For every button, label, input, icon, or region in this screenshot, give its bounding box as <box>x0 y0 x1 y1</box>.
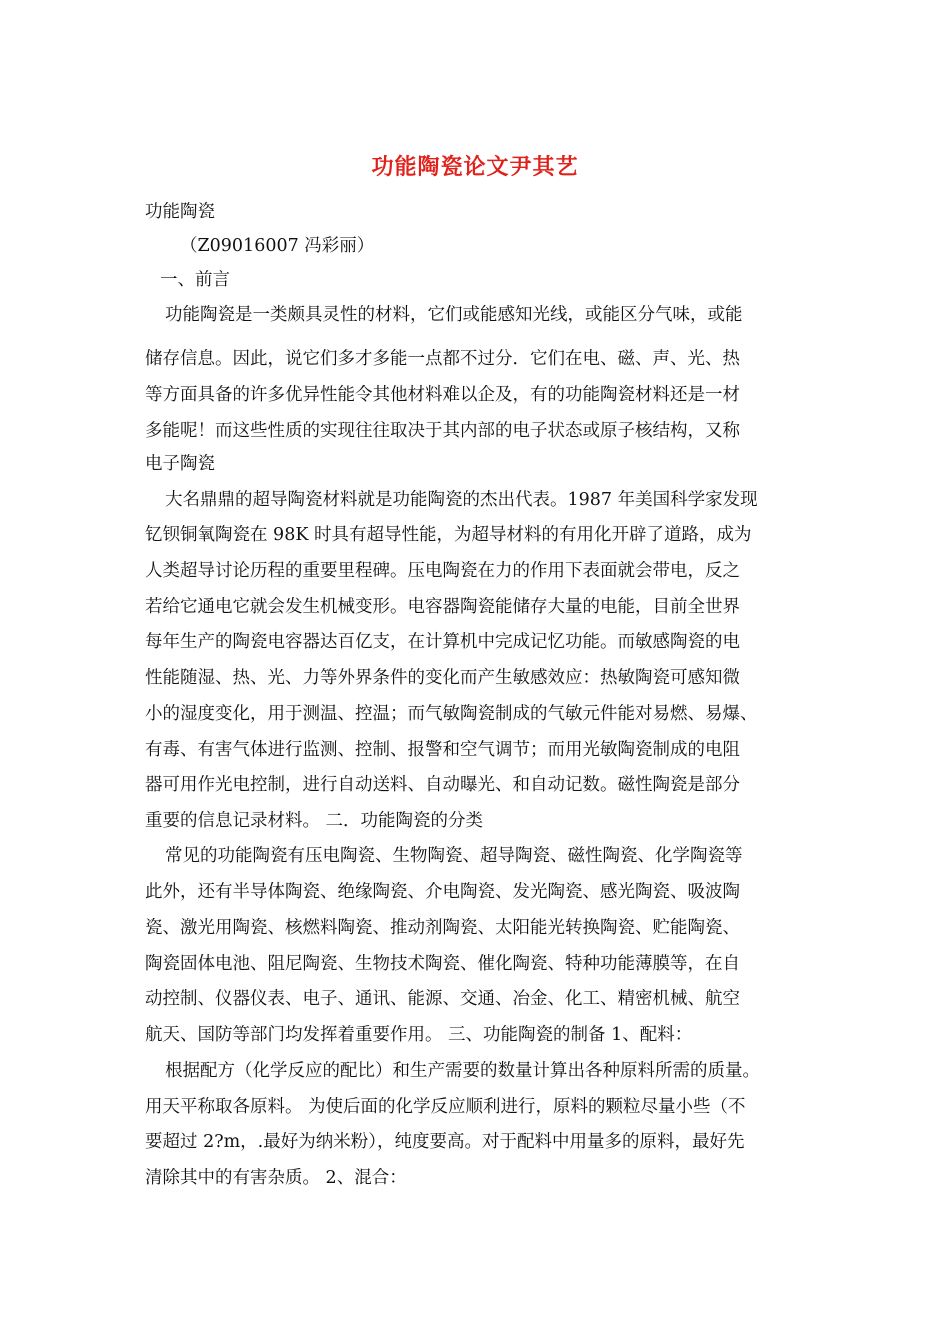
text-line: 人类超导讨论历程的重要里程碑。压电陶瓷在力的作用下表面就会带电，反之 <box>145 561 740 581</box>
text-line: 若给它通电它就会发生机械变形。电容器陶瓷能储存大量的电能，目前全世界 <box>145 597 740 617</box>
text-line: 储存信息。因此，说它们多才多能一点都不过分．它们在电、磁、声、光、热 <box>145 349 740 369</box>
author-line: （Z09016007 冯彩丽） <box>180 236 375 256</box>
text-line: 多能呢！而这些性质的实现往往取决于其内部的电子状态或原子核结构，又称 <box>145 421 740 441</box>
text-line: 器可用作光电控制，进行自动送料、自动曝光、和自动记数。磁性陶瓷是部分 <box>145 775 740 795</box>
text-line: 功能陶瓷是一类颇具灵性的材料，它们或能感知光线，或能区分气味，或能 <box>165 305 743 325</box>
text-line: 钇钡铜氧陶瓷在 98K 时具有超导性能，为超导材料的有用化开辟了道路，成为 <box>145 525 752 545</box>
text-line: 等方面具备的许多优异性能令其他材料难以企及，有的功能陶瓷材料还是一材 <box>145 385 740 405</box>
section-label: 功能陶瓷 <box>145 202 215 222</box>
text-line: 有毒、有害气体进行监测、控制、报警和空气调节；而用光敏陶瓷制成的电阻 <box>145 740 740 760</box>
text-line: 每年生产的陶瓷电容器达百亿支，在计算机中完成记忆功能。而敏感陶瓷的电 <box>145 632 740 652</box>
text-line: 用天平称取各原料。 为使后面的化学反应顺利进行，原料的颗粒尽量小些（不 <box>145 1097 746 1117</box>
text-line: 根据配方（化学反应的配比）和生产需要的数量计算出各种原料所需的质量。 <box>165 1061 760 1081</box>
text-line: 大名鼎鼎的超导陶瓷材料就是功能陶瓷的杰出代表。1987 年美国科学家发现 <box>165 490 758 510</box>
heading-preface: 一、前言 <box>160 270 230 290</box>
text-line: 性能随湿、热、光、力等外界条件的变化而产生敏感效应：热敏陶瓷可感知微 <box>145 668 740 688</box>
text-line: 清除其中的有害杂质。 2、混合： <box>145 1168 407 1188</box>
text-line: 常见的功能陶瓷有压电陶瓷、生物陶瓷、超导陶瓷、磁性陶瓷、化学陶瓷等 <box>165 846 743 866</box>
text-line: 此外，还有半导体陶瓷、绝缘陶瓷、介电陶瓷、发光陶瓷、感光陶瓷、吸波陶 <box>145 882 740 902</box>
text-line: 陶瓷固体电池、阻尼陶瓷、生物技术陶瓷、催化陶瓷、特种功能薄膜等，在自 <box>145 954 740 974</box>
text-line: 要超过 2?m，.最好为纳米粉），纯度要高。对于配料中用量多的原料，最好先 <box>145 1132 745 1152</box>
text-line: 重要的信息记录材料。 二．功能陶瓷的分类 <box>145 811 484 831</box>
text-line: 动控制、仪器仪表、电子、通讯、能源、交通、冶金、化工、精密机械、航空 <box>145 989 740 1009</box>
document-title: 功能陶瓷论文尹其艺 <box>371 154 579 180</box>
text-line: 航天、国防等部门均发挥着重要作用。 三、功能陶瓷的制备 1、配料： <box>145 1025 693 1045</box>
text-line: 瓷、激光用陶瓷、核燃料陶瓷、推动剂陶瓷、太阳能光转换陶瓷、贮能陶瓷、 <box>145 918 740 938</box>
text-line: 小的湿度变化，用于测温、控温；而气敏陶瓷制成的气敏元件能对易燃、易爆、 <box>145 704 758 724</box>
text-line: 电子陶瓷 <box>145 454 215 474</box>
